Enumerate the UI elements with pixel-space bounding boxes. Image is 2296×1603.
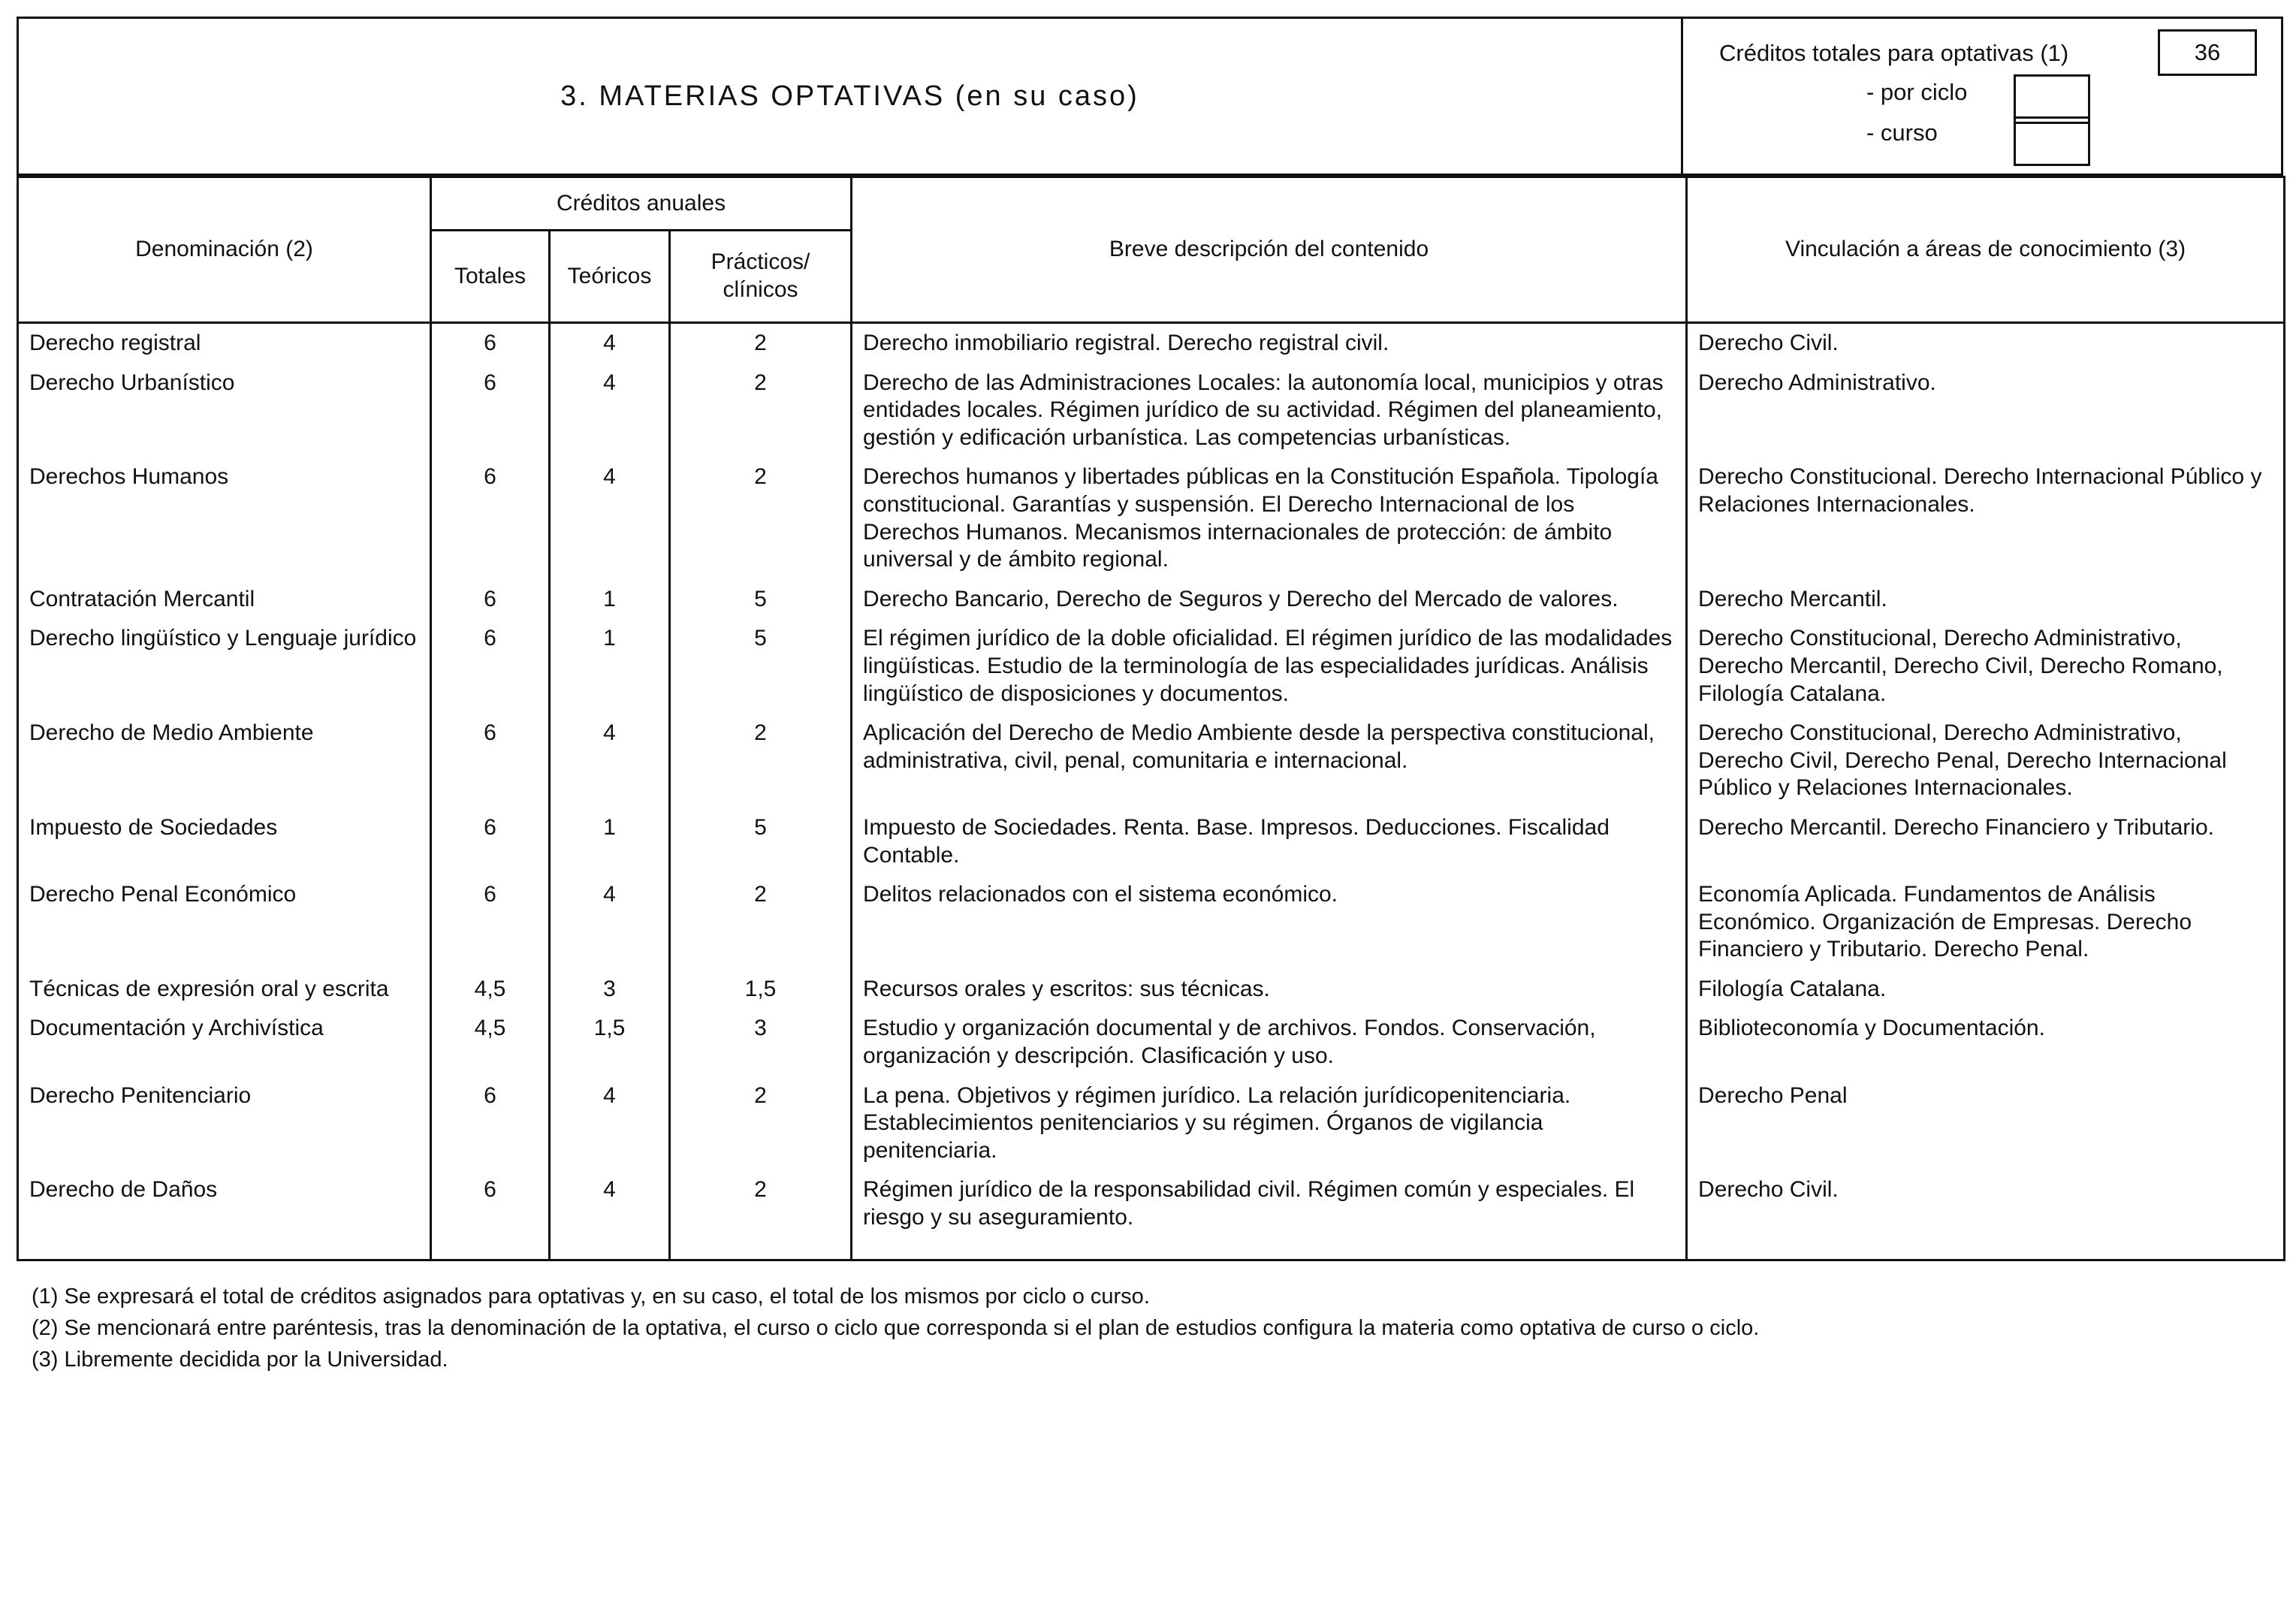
- table-row: [18, 714, 2285, 808]
- col-denominacion: Denominación (2): [18, 177, 431, 323]
- footnote-2: (2) Se mencionará entre paréntesis, tras la denominación de la optativa, el curso o ciclo que corresponda si el plan de estudios configura la materia como optativa de curso o ciclo.: [32, 1315, 1760, 1340]
- row-practicos: 5: [670, 580, 852, 620]
- row-practicos: 2: [670, 364, 852, 458]
- table-row: [18, 875, 2285, 970]
- table-row: [18, 808, 2285, 875]
- table-row: [18, 1170, 2285, 1260]
- row-totales: 6: [431, 1170, 550, 1260]
- row-teoricos: 4: [550, 323, 670, 364]
- row-totales: 6: [431, 714, 550, 808]
- row-teoricos: 4: [550, 875, 670, 970]
- row-totales: 6: [431, 364, 550, 458]
- row-vinculacion: Derecho Mercantil.: [1687, 580, 2285, 620]
- table-row: [18, 619, 2285, 714]
- footnote-1: (1) Se expresará el total de créditos asignados para optativas y, en su caso, el total de los mismos por ciclo o curso.: [32, 1284, 1150, 1309]
- row-teoricos: 1: [550, 619, 670, 714]
- row-teoricos: 4: [550, 714, 670, 808]
- credits-summary: [1683, 19, 2281, 174]
- row-denominacion: Derecho de Daños: [18, 1170, 431, 1260]
- col-creditos-anuales: Créditos anuales: [431, 177, 852, 231]
- row-practicos: 2: [670, 1170, 852, 1260]
- optativas-table: [17, 176, 2285, 1261]
- row-practicos: 2: [670, 714, 852, 808]
- table-row: [18, 457, 2285, 579]
- row-totales: 6: [431, 808, 550, 875]
- row-totales: 6: [431, 1076, 550, 1171]
- table-row: [18, 364, 2285, 458]
- row-practicos: 5: [670, 619, 852, 714]
- por-ciclo-label: - por ciclo: [1866, 79, 1968, 105]
- row-teoricos: 1: [550, 580, 670, 620]
- table-row: [18, 323, 2285, 364]
- col-practicos: Prácticos/ clínicos: [670, 231, 852, 323]
- row-totales: 6: [431, 875, 550, 970]
- row-teoricos: 3: [550, 970, 670, 1010]
- row-descripcion: Régimen jurídico de la responsabilidad civil. Régimen común y especiales. El riesgo y su aseguramiento.: [852, 1170, 1687, 1260]
- row-descripcion: Derecho de las Administraciones Locales: la autonomía local, municipios y otras entidades locales. Régimen jurídico de su actividad. Régimen del planeamiento, gestión y edificación urbanística. Las competencias urbanísticas.: [852, 364, 1687, 458]
- table-row: [18, 970, 2285, 1010]
- table-row: [18, 1076, 2285, 1171]
- row-denominacion: Derechos Humanos: [18, 457, 431, 579]
- curso-label: - curso: [1866, 119, 1938, 146]
- row-vinculacion: Economía Aplicada. Fundamentos de Análisis Económico. Organización de Empresas. Derecho Financiero y Tributario. Derecho Penal.: [1687, 875, 2285, 970]
- row-teoricos: 4: [550, 1076, 670, 1171]
- row-teoricos: 1: [550, 808, 670, 875]
- footnotes: [17, 1281, 2283, 1375]
- row-vinculacion: Biblioteconomía y Documentación.: [1687, 1009, 2285, 1076]
- row-totales: 6: [431, 457, 550, 579]
- row-vinculacion: Derecho Constitucional, Derecho Administrativo, Derecho Civil, Derecho Penal, Derecho Internacional Público y Relaciones Internacionales.: [1687, 714, 2285, 808]
- row-denominacion: Contratación Mercantil: [18, 580, 431, 620]
- row-vinculacion: Derecho Mercantil. Derecho Financiero y Tributario.: [1687, 808, 2285, 875]
- table-row: [18, 580, 2285, 620]
- row-practicos: 2: [670, 323, 852, 364]
- row-descripcion: El régimen jurídico de la doble oficialidad. El régimen jurídico de las modalidades lingüísticas. Estudio de la terminología de las especialidades jurídicas. Análisis lingüístico de disposiciones y documentos.: [852, 619, 1687, 714]
- row-descripcion: Derecho inmobiliario registral. Derecho registral civil.: [852, 323, 1687, 364]
- row-denominacion: Derecho Penitenciario: [18, 1076, 431, 1171]
- row-denominacion: Derecho de Medio Ambiente: [18, 714, 431, 808]
- col-totales: Totales: [431, 231, 550, 323]
- row-vinculacion: Derecho Civil.: [1687, 1170, 2285, 1260]
- col-descripcion: Breve descripción del contenido: [852, 177, 1687, 323]
- row-teoricos: 4: [550, 457, 670, 579]
- row-descripcion: Impuesto de Sociedades. Renta. Base. Impresos. Deducciones. Fiscalidad Contable.: [852, 808, 1687, 875]
- row-vinculacion: Derecho Constitucional, Derecho Administrativo, Derecho Mercantil, Derecho Civil, Derecho Romano, Filología Catalana.: [1687, 619, 2285, 714]
- row-denominacion: Derecho Urbanístico: [18, 364, 431, 458]
- row-denominacion: Derecho lingüístico y Lenguaje jurídico: [18, 619, 431, 714]
- row-vinculacion: Derecho Administrativo.: [1687, 364, 2285, 458]
- section-header: [17, 17, 2283, 176]
- row-descripcion: Delitos relacionados con el sistema económico.: [852, 875, 1687, 970]
- row-practicos: 3: [670, 1009, 852, 1076]
- col-teoricos: Teóricos: [550, 231, 670, 323]
- row-denominacion: Derecho Penal Económico: [18, 875, 431, 970]
- row-descripcion: Derechos humanos y libertades públicas en la Constitución Española. Tipología constitucional. Garantías y suspensión. El Derecho Internacional de los Derechos Humanos. Mecanismos internacionales de protección: de ámbito universal y de ámbito regional.: [852, 457, 1687, 579]
- row-descripcion: Recursos orales y escritos: sus técnicas.: [852, 970, 1687, 1010]
- total-credits-value: 36: [2158, 29, 2257, 76]
- row-totales: 6: [431, 619, 550, 714]
- row-vinculacion: Filología Catalana.: [1687, 970, 2285, 1010]
- row-teoricos: 4: [550, 1170, 670, 1260]
- table-row: [18, 1009, 2285, 1076]
- col-vinculacion: Vinculación a áreas de conocimiento (3): [1687, 177, 2285, 323]
- row-teoricos: 1,5: [550, 1009, 670, 1076]
- row-descripcion: Estudio y organización documental y de archivos. Fondos. Conservación, organización y descripción. Clasificación y uso.: [852, 1009, 1687, 1076]
- row-denominacion: Impuesto de Sociedades: [18, 808, 431, 875]
- row-vinculacion: Derecho Constitucional. Derecho Internacional Público y Relaciones Internacionales.: [1687, 457, 2285, 579]
- row-denominacion: Documentación y Archivística: [18, 1009, 431, 1076]
- row-denominacion: Técnicas de expresión oral y escrita: [18, 970, 431, 1010]
- row-descripcion: Aplicación del Derecho de Medio Ambiente desde la perspectiva constitucional, administrativa, civil, penal, comunitaria e internacional.: [852, 714, 1687, 808]
- row-totales: 6: [431, 323, 550, 364]
- row-teoricos: 4: [550, 364, 670, 458]
- row-descripcion: Derecho Bancario, Derecho de Seguros y Derecho del Mercado de valores.: [852, 580, 1687, 620]
- document: [17, 17, 2283, 1375]
- table-body: [18, 323, 2285, 1260]
- row-totales: 6: [431, 580, 550, 620]
- row-practicos: 2: [670, 875, 852, 970]
- total-credits-label: Créditos totales para optativas (1): [1719, 40, 2069, 66]
- row-totales: 4,5: [431, 970, 550, 1010]
- row-practicos: 2: [670, 1076, 852, 1171]
- curso-box: [2014, 116, 2090, 166]
- footnote-3: (3) Libremente decidida por la Universidad.: [32, 1347, 448, 1372]
- row-practicos: 1,5: [670, 970, 852, 1010]
- row-vinculacion: Derecho Civil.: [1687, 323, 2285, 364]
- section-title: 3. MATERIAS OPTATIVAS (en su caso): [19, 19, 1683, 174]
- row-denominacion: Derecho registral: [18, 323, 431, 364]
- row-practicos: 2: [670, 457, 852, 579]
- row-practicos: 5: [670, 808, 852, 875]
- row-vinculacion: Derecho Penal: [1687, 1076, 2285, 1171]
- row-totales: 4,5: [431, 1009, 550, 1076]
- row-descripcion: La pena. Objetivos y régimen jurídico. La relación jurídicopenitenciaria. Establecimientos penitenciarios y su régimen. Órganos de vigilancia penitenciaria.: [852, 1076, 1687, 1171]
